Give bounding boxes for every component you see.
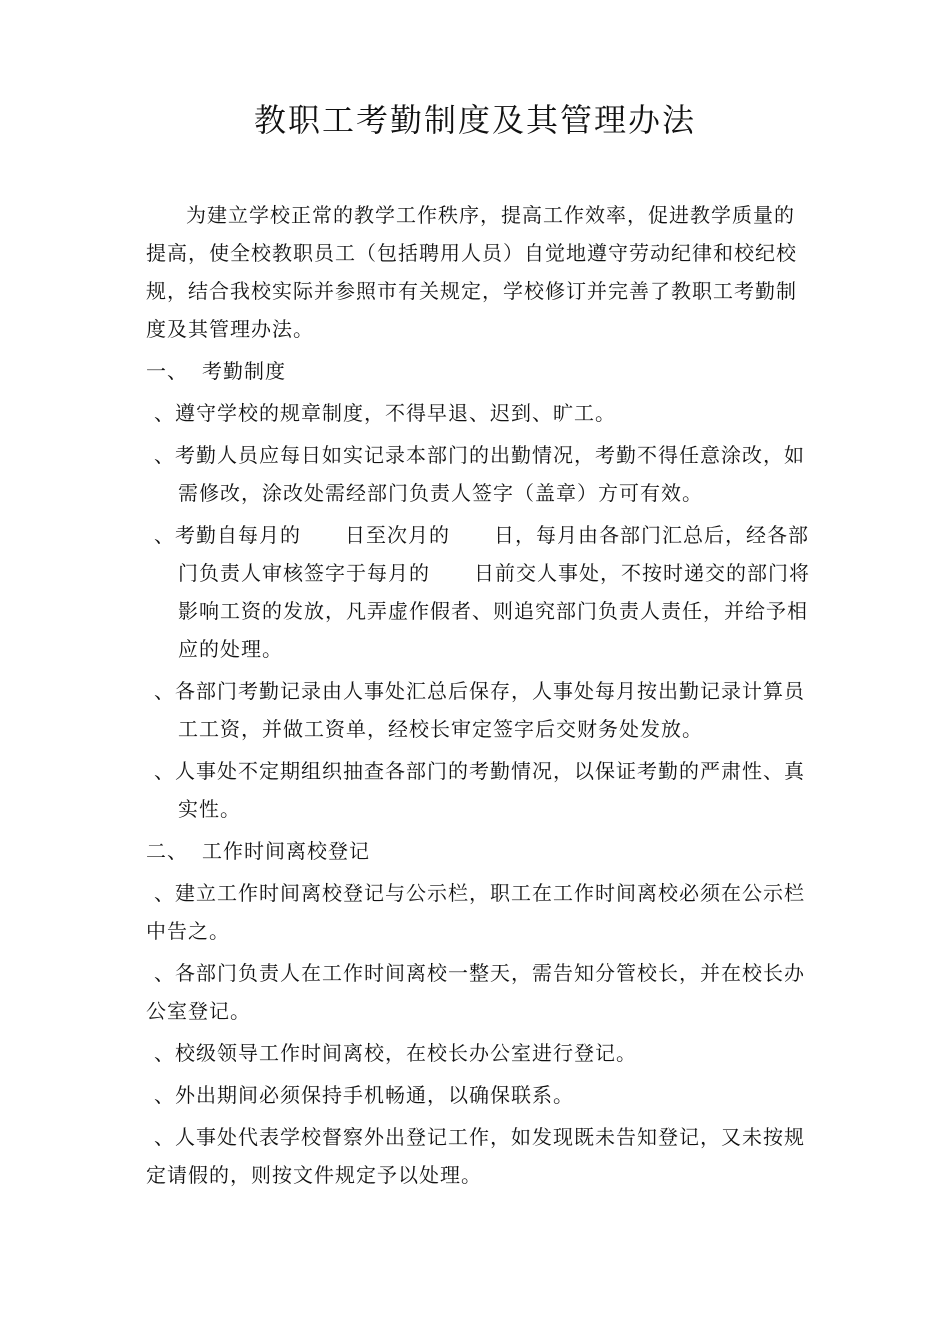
intro-paragraph: 为建立学校正常的教学工作秩序，提高工作效率，促进教学质量的提高，使全校教职员工（包括聘用人员）自觉地遵守劳动纪律和校纪校规，结合我校实际并参照市有关规定，学校修订并完善了教职工考勤制度及其管理办法。 [146, 203, 797, 341]
list-item: 、人事处不定期组织抽查各部门的考勤情况，以保证考勤的严肃性、真实性。 [154, 759, 805, 821]
list-item: 、各部门考勤记录由人事处汇总后保存，人事处每月按出勤记录计算员工工资，并做工资单，经校长审定签字后交财务处发放。 [154, 679, 805, 741]
list-item: 、校级领导工作时间离校，在校长办公室进行登记。 [154, 1041, 637, 1065]
list-item: 、遵守学校的规章制度，不得早退、迟到、旷工。 [154, 401, 616, 425]
list-item: 、各部门负责人在工作时间离校一整天，需告知分管校长，并在校长办公室登记。 [146, 961, 805, 1023]
section-title: 考勤制度 [202, 359, 286, 383]
section-number: 一、 [146, 359, 188, 383]
section-number: 二、 [146, 839, 188, 863]
item-text: 日前交人事处，不按时递交的部门将影响工资的发放，凡弄虚作假者、则追究部门负责人责任，并给予相应的处理。 [178, 561, 810, 661]
item-text: 日，每月由各部门汇总后，经各部门负责人审核签字于每月的 [178, 523, 809, 585]
list-item: 、人事处代表学校督察外出登记工作，如发现既未告知登记，又未按规定请假的，则按文件规定予以处理。 [146, 1125, 805, 1187]
item-text: 日至次月的 [345, 523, 450, 547]
list-item: 、建立工作时间离校登记与公示栏，职工在工作时间离校必须在公示栏中告之。 [146, 881, 805, 943]
list-item: 、考勤人员应每日如实记录本部门的出勤情况，考勤不得任意涂改，如需修改，涂改处需经部门负责人签字（盖章）方可有效。 [154, 443, 805, 505]
section-heading-leave-registration [146, 832, 810, 870]
document-body [146, 196, 810, 1194]
list-item: 、外出期间必须保持手机畅通，以确保联系。 [154, 1083, 574, 1107]
item-text: 、考勤自每月的 [154, 523, 301, 547]
list-item [146, 516, 810, 668]
document-title: 教职工考勤制度及其管理办法 [253, 101, 696, 139]
section-heading-attendance [146, 352, 810, 390]
section-title: 工作时间离校登记 [202, 839, 370, 863]
